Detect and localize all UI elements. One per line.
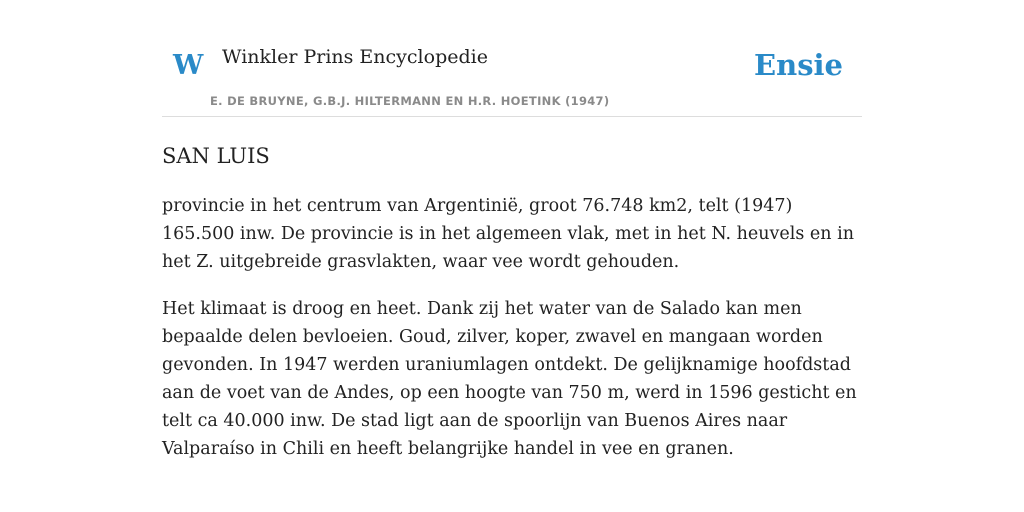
source-logo-icon[interactable]: W bbox=[173, 50, 204, 81]
source-header bbox=[162, 0, 862, 117]
article-paragraph-2: Het klimaat is droog en heet. Dank zij het water van de Salado kan men bepaalde delen bevloeien. Goud, zilver, koper, zwavel en mangaan worden gevonden. In 1947 werden uraniumlagen ontdekt. De gelijknamige hoofdstad aan de voet van de Andes, op een hoogte van 750 m, werd in 1596 gesticht en telt ca 40.000 inw. De stad ligt aan de spoorlijn van Buenos Aires naar Valparaíso in Chili en heeft belangrijke handel in vee en granen. bbox=[162, 299, 857, 460]
ensie-logo-link[interactable]: Ensie bbox=[754, 48, 843, 82]
source-title-link[interactable]: Winkler Prins Encyclopedie bbox=[222, 46, 488, 68]
article-paragraph-1: provincie in het centrum van Argentinië, groot 76.748 km2, telt (1947) 165.500 inw. De provincie is in het algemeen vlak, met in het N. heuvels en in het Z. uitgebreide grasvlakten, waar vee wordt gehouden. bbox=[162, 196, 854, 273]
article-title: SAN LUIS bbox=[162, 144, 270, 168]
source-authors: E. DE BRUYNE, G.B.J. HILTERMANN EN H.R. HOETINK (1947) bbox=[210, 94, 610, 108]
page-container bbox=[162, 0, 862, 463]
